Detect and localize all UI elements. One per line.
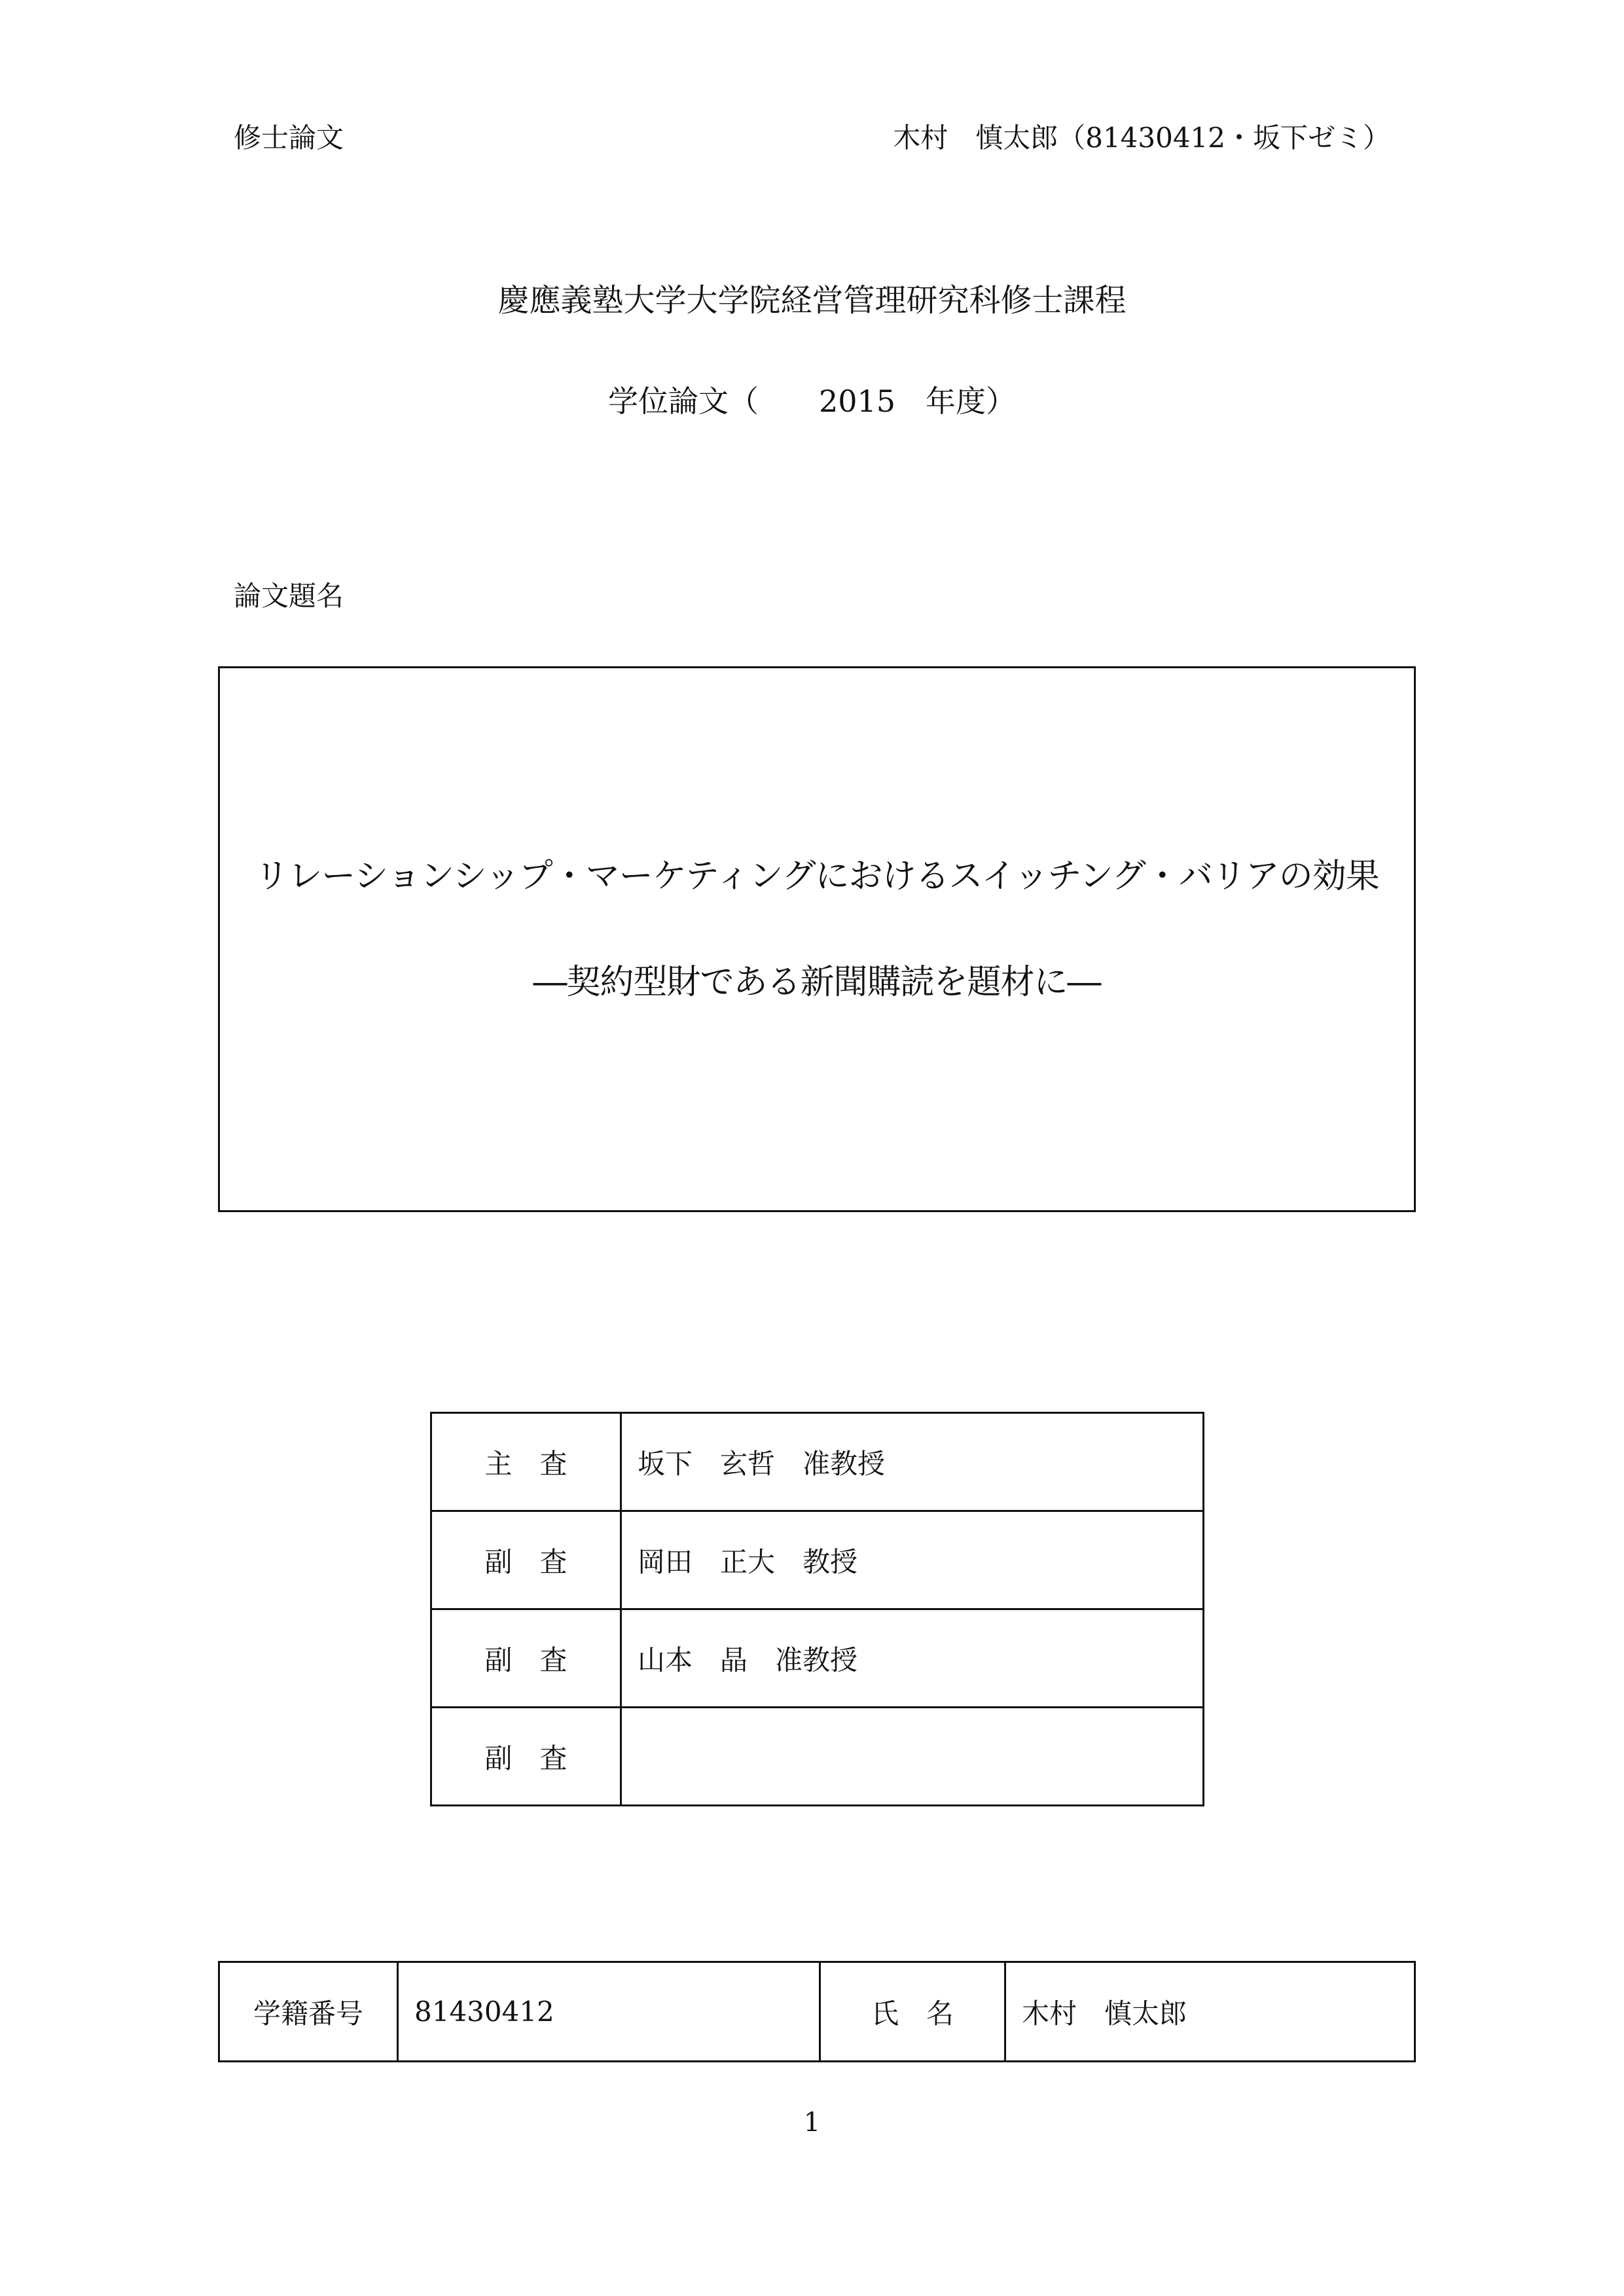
examiner-role: 副 査 [431,1708,621,1806]
examiner-role: 副 査 [431,1511,621,1609]
student-id-label: 学籍番号 [219,1962,398,2062]
thesis-subtitle: ―契約型財である新聞購読を題材に― [533,963,1101,1002]
thesis-title: リレーションシップ・マーケティングにおけるスイッチング・バリアの効果 [255,857,1379,896]
student-name-label: 氏 名 [820,1962,1005,2062]
thesis-title-label: 論文題名 [234,580,344,612]
student-info-table [218,1961,1416,2062]
page-number: 1 [803,2108,821,2138]
university-program: 慶應義塾大学大学院経営管理研究科修士課程 [497,282,1127,319]
table-row [431,1413,1204,1511]
student-id-value: 81430412 [398,1962,820,2062]
table-row [431,1609,1204,1708]
examiner-role: 主 査 [431,1413,621,1511]
examiner-name: 坂下 玄哲 准教授 [621,1413,1204,1511]
header-document-type: 修士論文 [234,122,344,154]
thesis-title-box [218,666,1416,1212]
table-row [431,1708,1204,1806]
examiner-role: 副 査 [431,1609,621,1708]
examiners-table [430,1412,1204,1806]
examiner-name [621,1708,1204,1806]
degree-year-line: 学位論文（ 2015 年度） [607,384,1017,419]
table-row [431,1511,1204,1609]
examiner-name: 岡田 正大 教授 [621,1511,1204,1609]
examiner-name: 山本 晶 准教授 [621,1609,1204,1708]
header-author: 木村 慎太郎（81430412・坂下ゼミ） [893,122,1390,154]
student-name-value: 木村 慎太郎 [1005,1962,1415,2062]
table-row [219,1962,1415,2062]
